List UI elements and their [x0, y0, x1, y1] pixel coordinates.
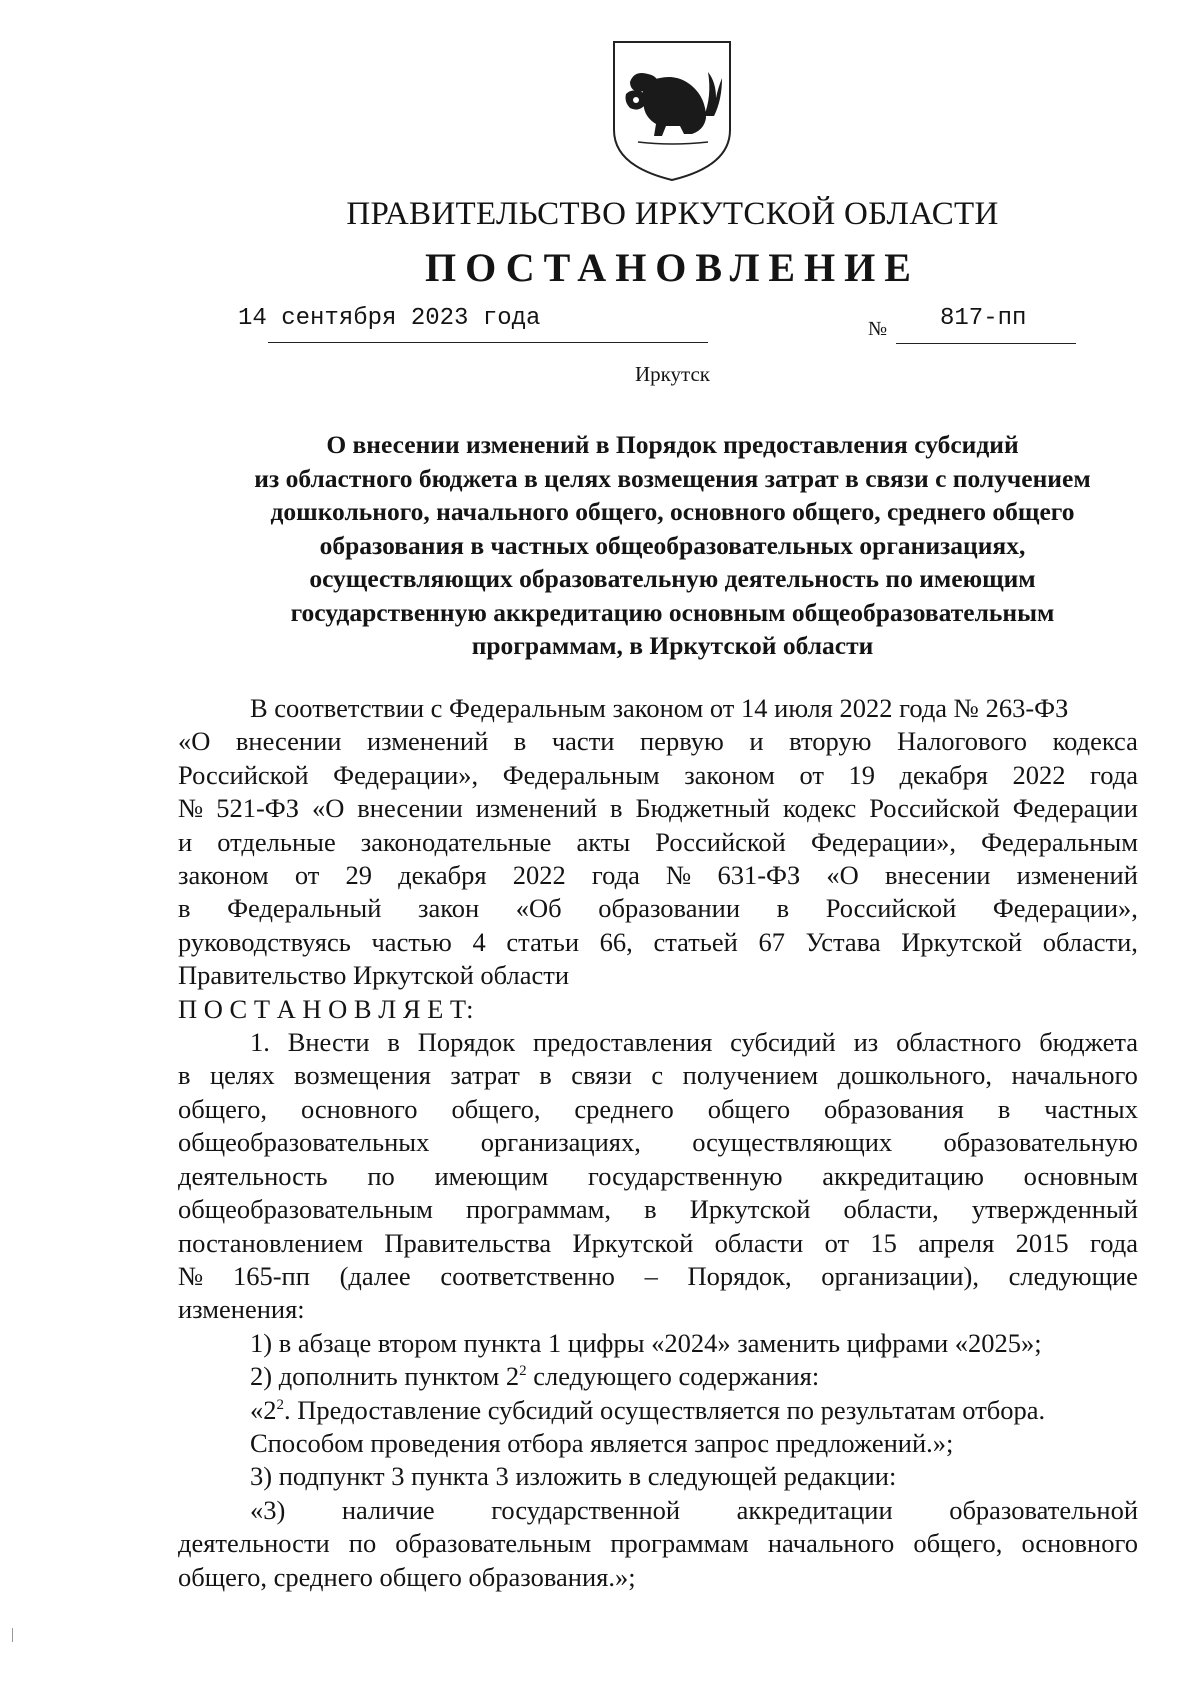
word: Российской [825, 893, 957, 924]
word: внесении [884, 860, 991, 891]
word: Бюджетный [635, 793, 771, 824]
word: по [367, 1160, 395, 1191]
word: закон [418, 893, 480, 924]
word: частных [1044, 1093, 1138, 1124]
government-title: ПРАВИТЕЛЬСТВО ИРКУТСКОЙ ОБЛАСТИ [346, 196, 999, 232]
word: законодательные [360, 826, 552, 857]
word: кодекс [783, 793, 857, 824]
word: Внести [287, 1027, 370, 1058]
word: деятельность [178, 1160, 328, 1191]
word: года [1090, 1227, 1138, 1258]
word: 67 [758, 926, 785, 957]
document-date [238, 305, 540, 332]
word: 29 [345, 860, 373, 891]
word: и [749, 726, 764, 757]
word: Устава [805, 926, 881, 957]
item1-line [178, 1093, 1138, 1126]
word: затрат [450, 1060, 520, 1091]
word: основного [1021, 1528, 1138, 1559]
word: акты [576, 826, 631, 857]
document-heading [150, 428, 1195, 663]
word: Федерации», [333, 759, 479, 790]
word: Федеральным [981, 826, 1138, 857]
word: законом [684, 759, 775, 790]
word: в [539, 1060, 552, 1091]
preamble-line [178, 892, 1138, 925]
word: государственную [588, 1160, 783, 1191]
word: образовательную [943, 1127, 1138, 1158]
number-sign: № [868, 318, 888, 340]
word: в [644, 1194, 657, 1225]
date-text: 14 сентября 2023 года [238, 305, 541, 332]
word: 631-ФЗ [717, 860, 801, 891]
word: Федеральным [502, 759, 660, 790]
word: в [387, 1027, 400, 1058]
document-body [178, 692, 1138, 1594]
heading-line: О внесении изменений в Порядок предоставления субсидий [326, 430, 1019, 459]
word: начального [767, 1528, 895, 1559]
preamble-line [178, 792, 1138, 825]
word: организациях, [480, 1127, 641, 1158]
quote-point-2-2-cont: Способом проведения отбора является запрос предложений.»; [250, 1427, 954, 1458]
scan-margin-mark [12, 1628, 13, 1642]
word: области [714, 1227, 804, 1258]
word: руководствуясь [178, 926, 351, 957]
document-number [868, 305, 1078, 349]
preamble-line [178, 926, 1138, 959]
date-underline [268, 342, 708, 343]
word: изменений [366, 726, 489, 757]
word: деятельности [178, 1528, 330, 1559]
word: Федерации», [992, 893, 1138, 924]
word: «Об [515, 893, 562, 924]
item1-line [178, 1059, 1138, 1092]
word: в [178, 1060, 191, 1091]
subitem-2-after: следующего содержания: [526, 1361, 820, 1392]
word: соответственно [440, 1260, 615, 1291]
word: следующие [1008, 1260, 1138, 1291]
word: основным [1023, 1160, 1138, 1191]
word: в [178, 893, 191, 924]
word: – [644, 1260, 658, 1291]
item1-line: изменения: [178, 1294, 305, 1325]
word: среднего [574, 1093, 674, 1124]
word: (далее [339, 1260, 411, 1291]
quote-2-before: «2 [250, 1394, 277, 1425]
subitem-2-superscript: 2 [519, 1363, 527, 1380]
word: предоставления [532, 1027, 713, 1058]
item1-line [178, 1126, 1138, 1159]
word: «О [826, 860, 859, 891]
word: государственной [491, 1494, 681, 1525]
quote3-line: общего, среднего общего образования.»; [178, 1561, 636, 1592]
heading-line: из областного бюджета в целях возмещения затрат в связи с получением [254, 463, 1091, 493]
word: программам, [465, 1194, 612, 1225]
word: внесении [357, 793, 463, 824]
word: апреля [918, 1227, 995, 1258]
word: изменений [475, 793, 598, 824]
word: возмещения [294, 1060, 431, 1091]
item1-line [178, 1193, 1138, 1226]
word: целях [209, 1060, 275, 1091]
word: 4 [472, 926, 486, 957]
word: года [591, 860, 640, 891]
word: 2022 [512, 860, 566, 891]
word: частью [371, 926, 452, 957]
word: Порядок [417, 1027, 516, 1058]
word: Иркутской [901, 926, 1023, 957]
word: отдельные [217, 826, 336, 857]
word: изменений [1016, 860, 1138, 891]
word: законом [178, 860, 269, 891]
word: Федерации [1012, 793, 1138, 824]
word: утвержденный [971, 1194, 1138, 1225]
word: образовательным [395, 1528, 592, 1559]
subitem-1: 1) в абзаце втором пункта 1 цифры «2024» заменить цифрами «2025»; [250, 1327, 1042, 1358]
word: Иркутской [572, 1227, 694, 1258]
word: Иркутской [689, 1194, 811, 1225]
word: 1. [250, 1027, 270, 1058]
word: вторую [789, 726, 872, 757]
word: статьи [506, 926, 579, 957]
word: общего [707, 1093, 791, 1124]
word: постановлением [178, 1227, 363, 1258]
word: связи [571, 1060, 632, 1091]
word: 165-пп [232, 1260, 310, 1291]
subitem-3: 3) подпункт 3 пункта 3 изложить в следующей редакции: [250, 1461, 897, 1492]
word: декабря [398, 860, 487, 891]
word: Федерации», [810, 826, 956, 857]
word: бюджета [1039, 1027, 1138, 1058]
word: от [799, 759, 824, 790]
number-value: 817-пп [940, 305, 1027, 332]
word: областного [896, 1027, 1022, 1058]
preamble-line [178, 725, 1138, 758]
word: 19 [848, 759, 875, 790]
quote3-line [178, 1494, 1138, 1527]
word: Российской [869, 793, 1000, 824]
document-type-title: ПОСТАНОВЛЕНИЕ [425, 245, 920, 290]
word: года [1090, 759, 1138, 790]
word: 2022 [1012, 759, 1066, 790]
word: начального [1011, 1060, 1138, 1091]
word: образовательной [949, 1494, 1138, 1525]
heading-line: дошкольного, начального общего, основного общего, среднего общего [270, 497, 1075, 526]
word: декабря [899, 759, 988, 790]
word: «3) [250, 1494, 286, 1525]
word: Российской [655, 826, 786, 857]
city-name: Иркутск [634, 362, 711, 386]
word: из [853, 1027, 879, 1058]
word: общего, [451, 1093, 541, 1124]
item1-line [178, 1160, 1138, 1193]
word: имеющим [434, 1160, 549, 1191]
word: с [651, 1060, 664, 1091]
word: Налогового [896, 726, 1028, 757]
word: общеобразовательным [178, 1194, 433, 1225]
word: № [666, 860, 692, 891]
word: по [348, 1528, 377, 1559]
word: в [997, 1093, 1011, 1124]
word: Правительства [384, 1227, 552, 1258]
preamble-line: Правительство Иркутской области [178, 960, 570, 991]
word: 15 [870, 1227, 897, 1258]
word: области, [843, 1194, 939, 1225]
word: общего, [178, 1093, 267, 1124]
word: внесении [235, 726, 342, 757]
word: и [178, 826, 193, 857]
word: субсидий [730, 1027, 836, 1058]
heading-line: образования в частных общеобразовательных организациях, [319, 530, 1026, 560]
quote-2-superscript: 2 [276, 1396, 284, 1413]
word: образования [824, 1093, 964, 1124]
word: от [824, 1227, 850, 1258]
preamble-line [178, 826, 1138, 859]
irkutsk-coat-of-arms-icon [608, 38, 736, 184]
word: получением [682, 1060, 819, 1091]
quote-2-after: . Предоставление субсидий осуществляется по результатам отбора. [284, 1394, 1046, 1425]
word: 521-ФЗ [216, 793, 300, 824]
word: 2015 [1015, 1227, 1069, 1258]
preamble-line: В соответствии с Федеральным законом от 14 июля 2022 года № 263-ФЗ [250, 693, 1069, 723]
subitem-2-before: 2) дополнить пунктом 2 [250, 1361, 520, 1392]
heading-line: осуществляющих образовательную деятельность по имеющим [309, 564, 1036, 593]
word: № [178, 793, 204, 824]
word: общеобразовательных [178, 1127, 430, 1158]
word: общего, [913, 1528, 1003, 1559]
word: Российской [178, 759, 309, 790]
word: части [551, 726, 615, 757]
preamble-line [178, 759, 1138, 792]
word: первую [640, 726, 724, 757]
number-underline [896, 343, 1076, 344]
item1-line [178, 1260, 1138, 1293]
word: Федеральный [227, 893, 382, 924]
word: в [609, 793, 623, 824]
word: области, [1042, 926, 1138, 957]
word: основного [300, 1093, 418, 1124]
word: осуществляющих [692, 1127, 893, 1158]
word: «О [178, 726, 211, 757]
word: дошкольного, [837, 1060, 993, 1091]
item1-line [178, 1227, 1138, 1260]
word: программам [610, 1528, 749, 1559]
word: в [513, 726, 527, 757]
word: аккредитацию [822, 1160, 984, 1191]
word: в [776, 893, 790, 924]
word: Порядок, [687, 1260, 792, 1291]
word: «О [311, 793, 345, 824]
word: образовании [598, 893, 741, 924]
heading-line: государственную аккредитацию основным общеобразовательным [290, 597, 1055, 627]
subitem-2 [178, 1360, 1138, 1393]
word: от [294, 860, 320, 891]
preamble-line [178, 859, 1138, 892]
heading-line: программам, в Иркутской области [471, 631, 874, 660]
word: организации), [821, 1260, 979, 1291]
word: № [178, 1260, 204, 1291]
quote3-line [178, 1527, 1138, 1560]
word: 66, [599, 926, 633, 957]
quote-point-2-2 [178, 1394, 1138, 1427]
word: статьей [653, 926, 738, 957]
word: наличие [341, 1494, 435, 1525]
item1-line [178, 1026, 1138, 1059]
word: аккредитации [736, 1494, 893, 1525]
resolves-word: П О С Т А Н О В Л Я Е Т: [178, 993, 474, 1024]
word: кодекса [1052, 726, 1138, 757]
